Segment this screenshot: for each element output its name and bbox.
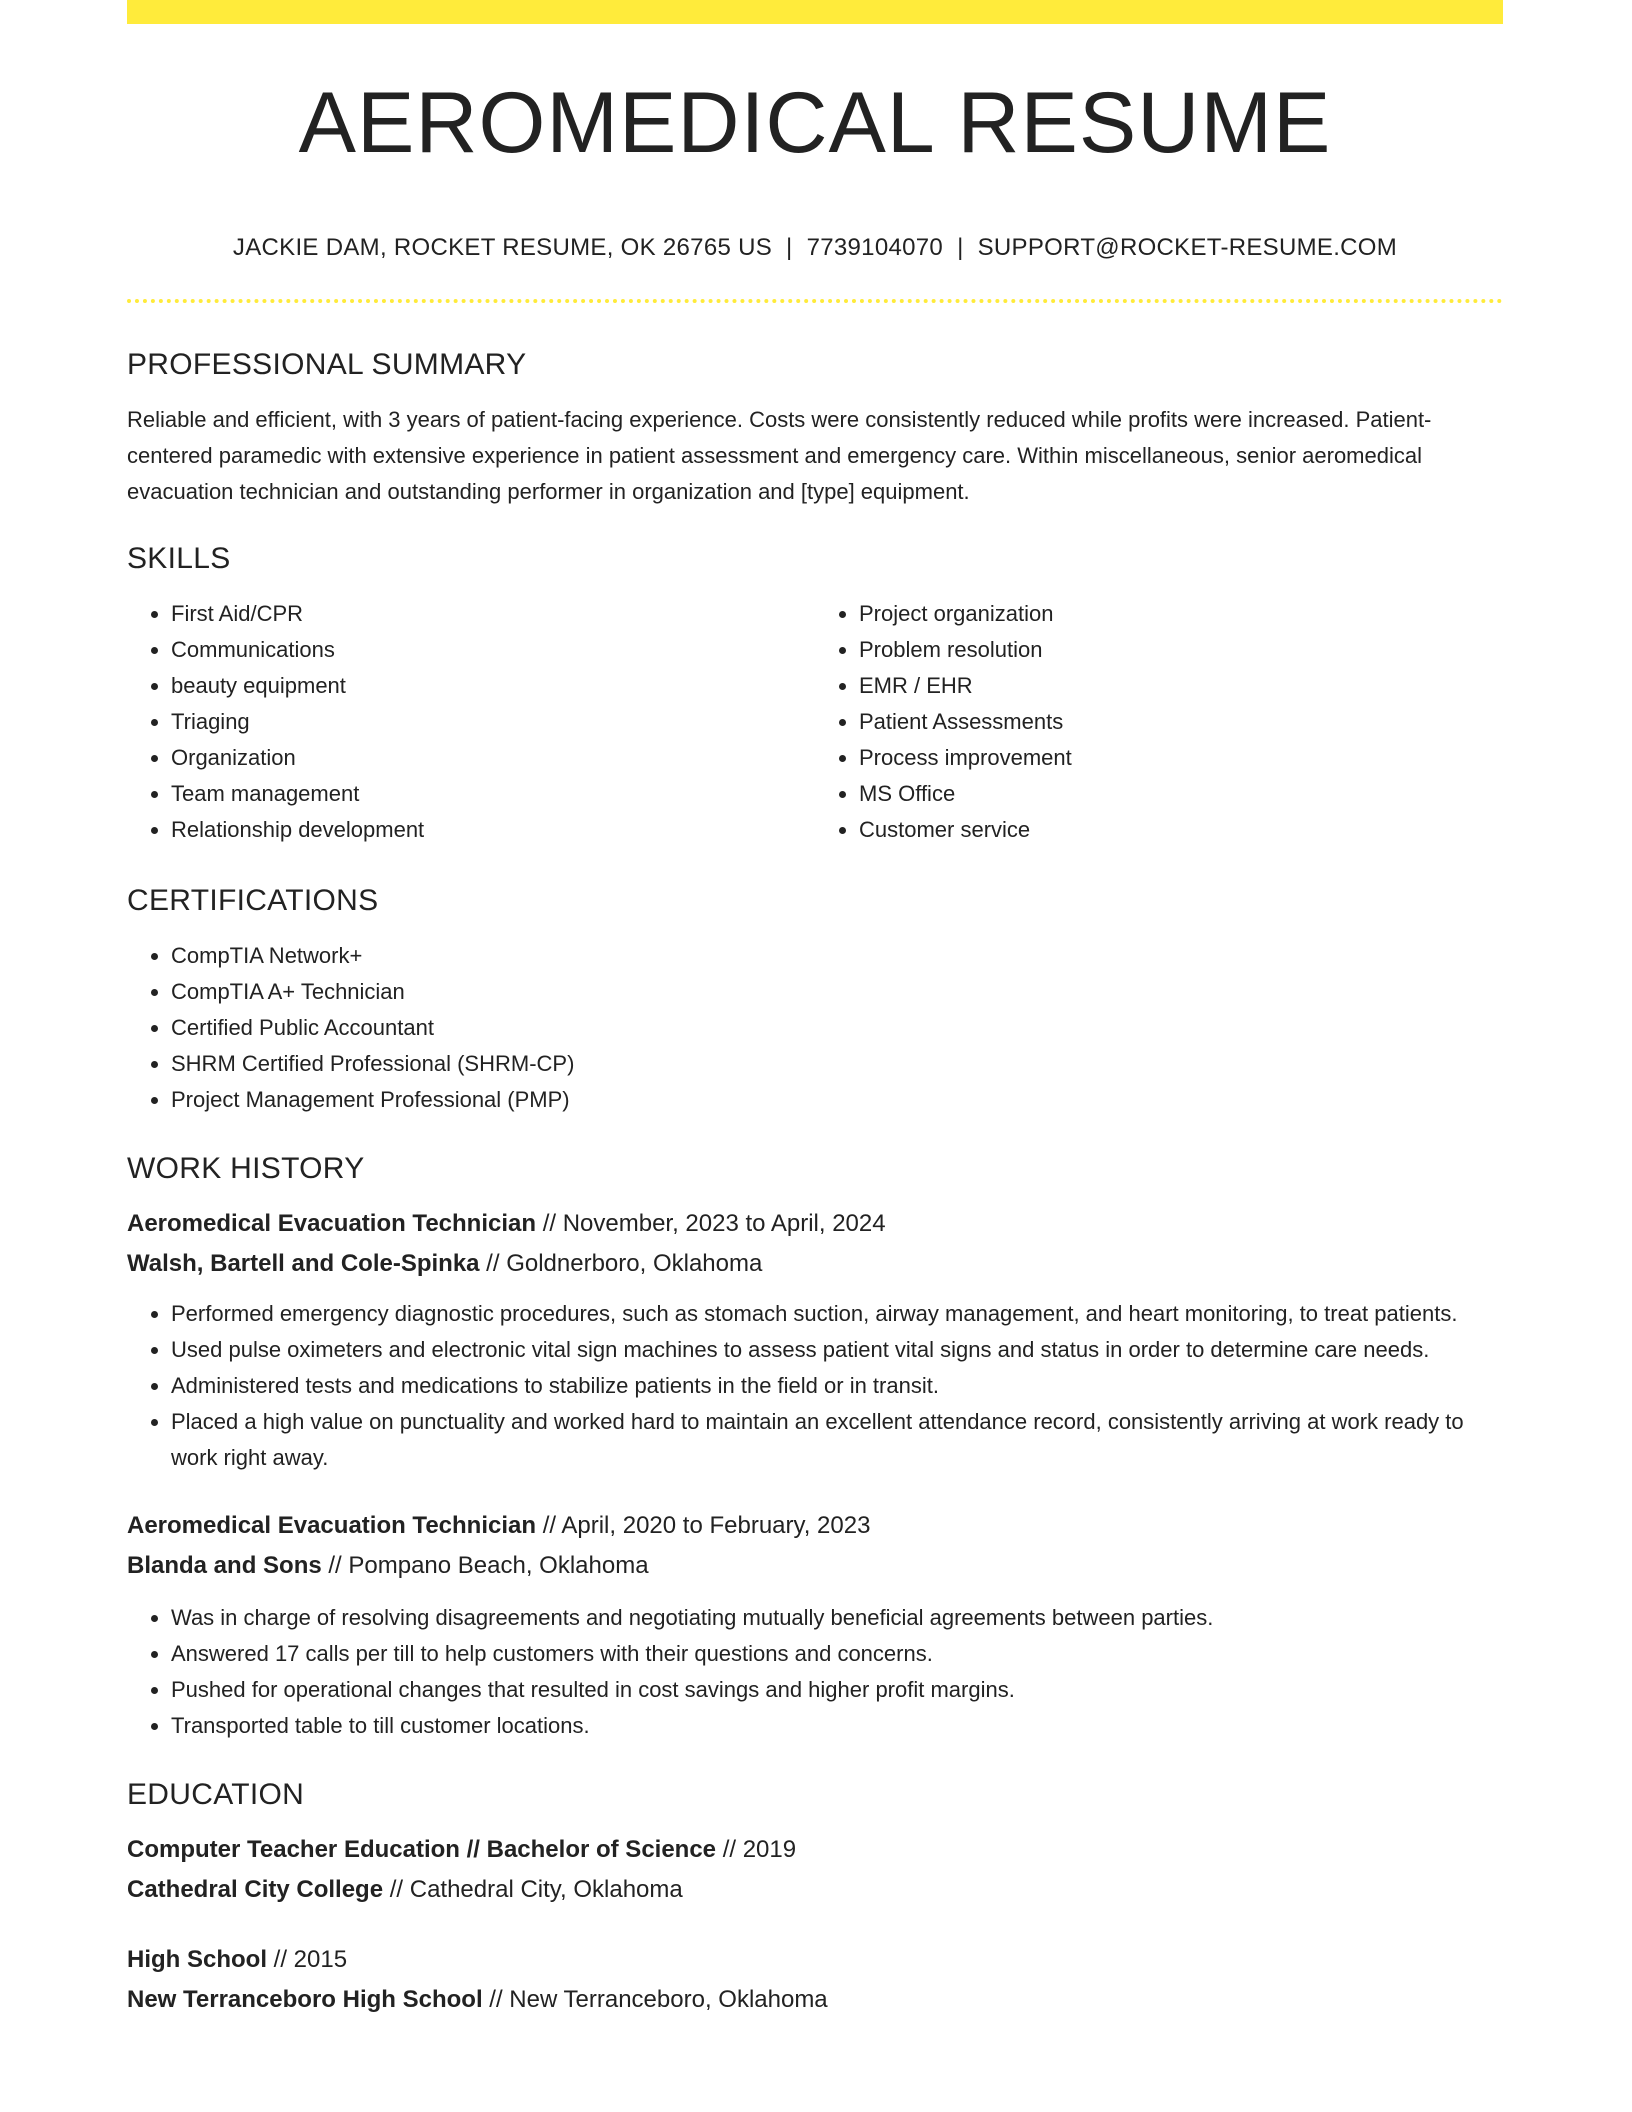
skills-list-right [815,596,1503,848]
job-dates: // November, 2023 to April, 2024 [536,1210,886,1237]
education-location: // New Terranceboro, Oklahoma [482,1986,828,2013]
skill-item: • beauty equipment [171,668,815,704]
education-school-line [127,1870,1503,1910]
job-entry [127,1204,1503,1476]
certification-item: • CompTIA Network+ [171,938,1503,974]
job-duty: • Placed a high value on punctuality and worked hard to maintain an excellent attendance record, consistently arriving at work ready to work right away. [171,1404,1503,1476]
job-duty: • Answered 17 calls per till to help customers with their questions and concerns. [171,1636,1503,1672]
education-degree: High School [127,1946,267,1973]
education-degree-line [127,1940,1503,1980]
certifications-list [127,938,1503,1118]
job-duty: • Transported table to till customer locations. [171,1708,1503,1744]
education-school: New Terranceboro High School [127,1986,483,2013]
education-entry [127,1940,1503,2020]
skills-list-left [127,596,815,848]
job-location: // Goldnerboro, Oklahoma [479,1250,763,1277]
job-company: Walsh, Bartell and Cole-Spinka [127,1250,480,1277]
skills-heading: SKILLS [127,542,231,575]
certification-item: • Certified Public Accountant [171,1010,1503,1046]
education-school: Cathedral City College [127,1876,384,1903]
skill-item: • Triaging [171,704,815,740]
resume-page [127,0,1503,2020]
job-duty: • Performed emergency diagnostic procedures, such as stomach suction, airway management, and heart monitoring, to treat patients. [171,1296,1503,1332]
job-location: // Pompano Beach, Oklahoma [321,1552,649,1579]
contact-separator: | [957,234,964,261]
job-title: Aeromedical Evacuation Technician [127,1210,537,1237]
job-company: Blanda and Sons [127,1552,322,1579]
contact-address: JACKIE DAM, ROCKET RESUME, OK 26765 US [232,234,773,261]
job-duty: • Pushed for operational changes that resulted in cost savings and higher profit margins. [171,1672,1503,1708]
skill-item: • Team management [171,776,815,812]
skill-item: • Communications [171,632,815,668]
certification-item: • Project Management Professional (PMP) [171,1082,1503,1118]
certifications-heading: CERTIFICATIONS [127,884,379,917]
work-history-heading: WORK HISTORY [127,1152,365,1185]
accent-top-bar [127,0,1503,24]
skill-item: • Project organization [859,596,1503,632]
skill-item: • Patient Assessments [859,704,1503,740]
job-company-line [127,1244,1503,1284]
education-location: // Cathedral City, Oklahoma [383,1876,683,1903]
education-degree: Computer Teacher Education // Bachelor of Science [127,1836,717,1863]
job-duty: • Administered tests and medications to stabilize patients in the field or in transit. [171,1368,1503,1404]
skill-item: • Problem resolution [859,632,1503,668]
summary-heading: PROFESSIONAL SUMMARY [127,348,527,381]
certification-item: • SHRM Certified Professional (SHRM-CP) [171,1046,1503,1082]
contact-separator: | [786,234,793,261]
contact-line [127,234,1503,262]
skills-grid [127,596,1503,848]
job-company-line [127,1546,1503,1586]
job-entry [127,1506,1503,1744]
skill-item: • Organization [171,740,815,776]
skill-item: • EMR / EHR [859,668,1503,704]
job-duty: • Used pulse oximeters and electronic vital sign machines to assess patient vital signs and status in order to determine care needs. [171,1332,1503,1368]
skill-item: • Process improvement [859,740,1503,776]
job-title: Aeromedical Evacuation Technician [127,1512,537,1539]
dotted-divider [127,299,1503,303]
summary-text: Reliable and efficient, with 3 years of patient-facing experience. Costs were consistently reduced while profits were increased. Patient-centered paramedic with extensive experience in patient assessment and emergency care. Within miscellaneous, senior aeromedical evacuation technician and outstanding performer in organization and [type] equipment. [127,407,1432,504]
job-title-line [127,1506,1503,1546]
skill-item: • Relationship development [171,812,815,848]
skill-item: • MS Office [859,776,1503,812]
job-duties-list [127,1600,1503,1744]
job-duties-list [127,1296,1503,1476]
education-heading: EDUCATION [127,1778,305,1811]
job-dates: // April, 2020 to February, 2023 [536,1512,871,1539]
certification-item: • CompTIA A+ Technician [171,974,1503,1010]
education-school-line [127,1980,1503,2020]
skill-item: • First Aid/CPR [171,596,815,632]
education-year: // 2019 [716,1836,797,1863]
job-duty: • Was in charge of resolving disagreements and negotiating mutually beneficial agreements between parties. [171,1600,1503,1636]
contact-email: SUPPORT@ROCKET-RESUME.COM [977,234,1398,261]
skill-item: • Customer service [859,812,1503,848]
education-entry [127,1830,1503,1910]
contact-phone: 7739104070 [806,234,944,261]
job-title-line [127,1204,1503,1244]
education-year: // 2015 [267,1946,348,1973]
education-degree-line [127,1830,1503,1870]
resume-title: AEROMEDICAL RESUME [298,75,1332,171]
